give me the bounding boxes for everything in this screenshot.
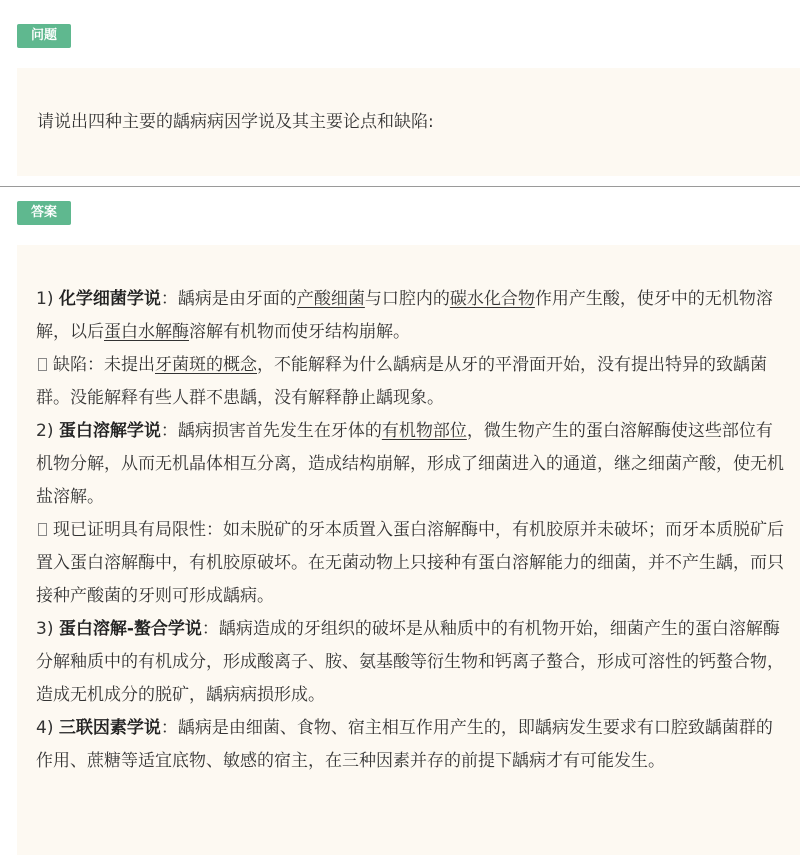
answer-tag: 答案 xyxy=(17,201,71,225)
item-number: 3) xyxy=(36,619,59,639)
answer-text: ：龋病损害首先发生在牙体的 xyxy=(160,421,382,441)
answer-item-2-defect xyxy=(36,514,786,613)
answer-item-3 xyxy=(36,613,786,712)
answer-item-2 xyxy=(36,415,786,514)
question-box xyxy=(17,68,800,176)
question-text: 请说出四种主要的龋病病因学说及其主要论点和缺陷: xyxy=(37,112,434,132)
underlined-term: 有机物部位 xyxy=(381,421,467,441)
answer-text: ：龋病造成的牙组织的破坏是从釉质中的有机物开始，细菌产生的蛋白溶解酶分解釉质中的有机成分，形成酸离子、胺、氨基酸等衍生物和钙离子螯合，形成可溶性的钙螯合物，造成无机成分的脱矿，龋病病损形成。 xyxy=(36,619,784,705)
answer-text: 与口腔内的 xyxy=(364,289,450,309)
theory-title: 蛋白溶解-螯合学说 xyxy=(58,619,202,639)
underlined-term: 牙菌斑的概念 xyxy=(155,355,257,375)
underlined-term: 蛋白水解酶 xyxy=(104,322,189,342)
answer-box xyxy=(17,245,800,855)
item-number: 4) xyxy=(36,718,59,738)
answer-item-1 xyxy=(36,283,786,349)
underlined-term: 产酸细菌 xyxy=(296,289,365,309)
question-tag: 问题 xyxy=(17,24,71,48)
theory-title: 蛋白溶解学说 xyxy=(58,421,161,441)
answer-text: 现已证明具有局限性：如未脱矿的牙本质置入蛋白溶解酶中，有机胶原并未破坏；而牙本质脱矿后置入蛋白溶解酶中，有机胶原破坏。在无菌动物上只接种有蛋白溶解能力的细菌，并不产生龋，而只接种产酸菌的牙则可形成龋病。 xyxy=(36,520,784,606)
answer-text: ：龋病是由细菌、食物、宿主相互作用产生的，即龋病发生要求有口腔致龋菌群的作用、蔗糖等适宜底物、敏感的宿主，在三种因素并存的前提下龋病才有可能发生。 xyxy=(36,718,773,771)
answer-text: 溶解有机物而使牙结构崩解。 xyxy=(189,322,410,342)
section-divider xyxy=(0,186,800,187)
item-number: 1) xyxy=(36,289,59,309)
theory-title: 化学细菌学说 xyxy=(58,289,161,309)
item-number: 2) xyxy=(36,421,59,441)
missing-glyph-icon xyxy=(38,358,47,371)
answer-text: ，微生物产生的蛋白溶解酶使这些部位有机物分解，从而无机晶体相互分离，造成结构崩解，形成了细菌进入的通道，继之细菌产酸，使无机盐溶解。 xyxy=(36,421,784,507)
answer-content xyxy=(36,283,786,778)
answer-item-1-defect xyxy=(36,349,786,415)
answer-text: ，不能解释为什么龋病是从牙的平滑面开始，没有提出特异的致龋菌群。没能解释有些人群不患龋，没有解释静止龋现象。 xyxy=(36,355,767,408)
answer-text: ：龋病是由牙面的 xyxy=(160,289,297,309)
theory-title: 三联因素学说 xyxy=(58,718,161,738)
answer-text: 作用产生酸，使牙中的无机物溶解，以后 xyxy=(36,289,773,342)
answer-item-4 xyxy=(36,712,786,778)
missing-glyph-icon xyxy=(38,523,47,536)
answer-text: 缺陷：未提出 xyxy=(53,355,155,375)
underlined-term: 碳水化合物 xyxy=(449,289,535,309)
